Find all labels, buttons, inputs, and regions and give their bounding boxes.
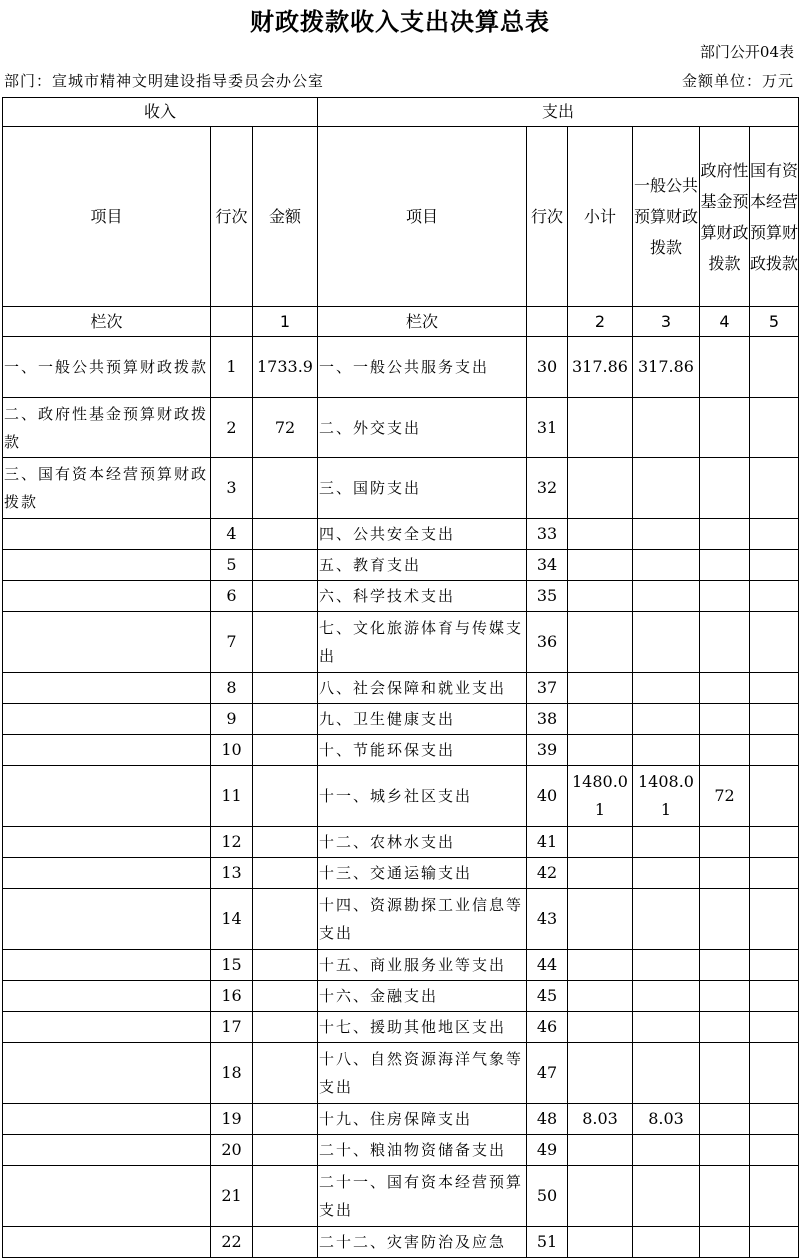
table-row — [3, 1043, 799, 1104]
state-capital-cell — [750, 827, 799, 858]
expense-item-cell: 三、国防支出 — [318, 458, 527, 519]
expense-item-cell: 一、一般公共服务支出 — [318, 337, 527, 398]
expense-rowno-cell: 34 — [527, 550, 568, 581]
gov-fund-cell — [700, 550, 750, 581]
gov-fund-cell — [700, 458, 750, 519]
table-row — [3, 673, 799, 704]
income-amount-cell — [253, 581, 318, 612]
gov-fund-cell — [700, 1104, 750, 1135]
income-rowno-cell: 16 — [211, 981, 253, 1012]
expense-rowno-cell: 51 — [527, 1227, 568, 1258]
general-budget-cell — [633, 950, 700, 981]
col-label-income: 栏次 — [3, 307, 211, 337]
gov-fund-cell — [700, 1166, 750, 1227]
subtotal-cell: 317.86 — [568, 337, 633, 398]
gov-fund-header: 政府性基金预算财政拨款 — [700, 127, 750, 307]
expense-rowno-cell: 39 — [527, 735, 568, 766]
general-budget-cell: 8.03 — [633, 1104, 700, 1135]
expense-item-cell: 十、节能环保支出 — [318, 735, 527, 766]
subtotal-cell — [568, 519, 633, 550]
col-label-expense: 栏次 — [318, 307, 527, 337]
expense-rowno-cell: 40 — [527, 766, 568, 827]
income-amount-cell — [253, 1043, 318, 1104]
income-amount-cell — [253, 1227, 318, 1258]
expense-item-cell: 十五、商业服务业等支出 — [318, 950, 527, 981]
table-row — [3, 612, 799, 673]
table-row — [3, 1166, 799, 1227]
income-item-header: 项目 — [3, 127, 211, 307]
income-item-cell: 三、国有资本经营预算财政拨款 — [3, 458, 211, 519]
table-row — [3, 1104, 799, 1135]
subtotal-cell — [568, 673, 633, 704]
gov-fund-cell — [700, 612, 750, 673]
form-number: 部门公开04表 — [699, 43, 794, 61]
income-rowno-cell: 13 — [211, 858, 253, 889]
income-amount-cell — [253, 1135, 318, 1166]
state-capital-cell — [750, 581, 799, 612]
income-rowno-cell: 22 — [211, 1227, 253, 1258]
income-amount-cell — [253, 735, 318, 766]
income-amount-cell — [253, 1012, 318, 1043]
budget-summary-table — [2, 97, 799, 1258]
expense-rowno-cell: 33 — [527, 519, 568, 550]
expense-rowno-cell: 35 — [527, 581, 568, 612]
table-row — [3, 1012, 799, 1043]
expense-item-cell: 二、外交支出 — [318, 398, 527, 458]
expense-item-header: 项目 — [318, 127, 527, 307]
state-capital-cell — [750, 550, 799, 581]
gov-fund-cell — [700, 981, 750, 1012]
expense-rowno-cell: 30 — [527, 337, 568, 398]
income-item-cell — [3, 1166, 211, 1227]
expense-item-cell: 五、教育支出 — [318, 550, 527, 581]
state-capital-cell — [750, 337, 799, 398]
income-amount-cell: 72 — [253, 398, 318, 458]
expense-item-cell: 九、卫生健康支出 — [318, 704, 527, 735]
subtotal-cell — [568, 1043, 633, 1104]
general-budget-cell — [633, 1043, 700, 1104]
expense-rowno-cell: 46 — [527, 1012, 568, 1043]
expense-rowno-header: 行次 — [527, 127, 568, 307]
income-item-cell — [3, 704, 211, 735]
income-item-cell — [3, 519, 211, 550]
subtotal-cell — [568, 1012, 633, 1043]
expense-item-cell: 十八、自然资源海洋气象等支出 — [318, 1043, 527, 1104]
subtotal-cell — [568, 1166, 633, 1227]
state-capital-cell — [750, 766, 799, 827]
gov-fund-cell — [700, 1135, 750, 1166]
state-capital-cell — [750, 1166, 799, 1227]
subtotal-cell — [568, 858, 633, 889]
income-item-cell — [3, 766, 211, 827]
table-row — [3, 981, 799, 1012]
expense-item-cell: 八、社会保障和就业支出 — [318, 673, 527, 704]
table-row — [3, 889, 799, 950]
expense-rowno-cell: 45 — [527, 981, 568, 1012]
gov-fund-cell — [700, 1043, 750, 1104]
expense-rowno-cell: 43 — [527, 889, 568, 950]
income-rowno-cell: 3 — [211, 458, 253, 519]
general-budget-header: 一般公共预算财政拨款 — [633, 127, 700, 307]
income-amount-cell — [253, 1166, 318, 1227]
table-row — [3, 704, 799, 735]
state-capital-cell — [750, 398, 799, 458]
gov-fund-cell — [700, 827, 750, 858]
state-capital-cell — [750, 950, 799, 981]
col-5: 5 — [750, 307, 799, 337]
income-rowno-cell: 1 — [211, 337, 253, 398]
col-empty — [527, 307, 568, 337]
gov-fund-cell — [700, 858, 750, 889]
income-rowno-cell: 15 — [211, 950, 253, 981]
expense-rowno-cell: 42 — [527, 858, 568, 889]
subtotal-cell — [568, 550, 633, 581]
table-row — [3, 950, 799, 981]
income-item-cell — [3, 858, 211, 889]
income-item-cell — [3, 1104, 211, 1135]
income-item-cell — [3, 581, 211, 612]
col-1: 1 — [253, 307, 318, 337]
general-budget-cell — [633, 827, 700, 858]
subtotal-cell — [568, 612, 633, 673]
income-item-cell — [3, 950, 211, 981]
income-amount-cell — [253, 827, 318, 858]
income-amount-cell — [253, 673, 318, 704]
income-item-cell — [3, 827, 211, 858]
income-rowno-cell: 6 — [211, 581, 253, 612]
table-row — [3, 550, 799, 581]
gov-fund-cell — [700, 581, 750, 612]
income-item-cell — [3, 1043, 211, 1104]
state-capital-cell — [750, 735, 799, 766]
expense-item-cell: 二十一、国有资本经营预算支出 — [318, 1166, 527, 1227]
general-budget-cell — [633, 398, 700, 458]
general-budget-cell: 1408.01 — [633, 766, 700, 827]
income-item-cell — [3, 889, 211, 950]
subtotal-cell — [568, 1135, 633, 1166]
income-item-cell: 二、政府性基金预算财政拨款 — [3, 398, 211, 458]
general-budget-cell — [633, 612, 700, 673]
state-capital-cell — [750, 1135, 799, 1166]
gov-fund-cell — [700, 337, 750, 398]
income-rowno-cell: 17 — [211, 1012, 253, 1043]
income-amount-cell — [253, 981, 318, 1012]
income-item-cell — [3, 735, 211, 766]
income-amount-cell — [253, 950, 318, 981]
expense-rowno-cell: 37 — [527, 673, 568, 704]
income-amount-cell — [253, 889, 318, 950]
income-rowno-cell: 9 — [211, 704, 253, 735]
income-item-cell — [3, 1227, 211, 1258]
subtotal-header: 小计 — [568, 127, 633, 307]
state-capital-cell — [750, 981, 799, 1012]
gov-fund-cell — [700, 398, 750, 458]
income-rowno-cell: 21 — [211, 1166, 253, 1227]
table-row — [3, 519, 799, 550]
expense-item-cell: 十三、交通运输支出 — [318, 858, 527, 889]
expense-rowno-cell: 47 — [527, 1043, 568, 1104]
income-rowno-cell: 2 — [211, 398, 253, 458]
expense-item-cell: 七、文化旅游体育与传媒支出 — [318, 612, 527, 673]
income-rowno-cell: 14 — [211, 889, 253, 950]
income-rowno-cell: 11 — [211, 766, 253, 827]
table-row — [3, 858, 799, 889]
state-capital-cell — [750, 1227, 799, 1258]
income-rowno-cell: 7 — [211, 612, 253, 673]
gov-fund-cell — [700, 673, 750, 704]
expense-rowno-cell: 50 — [527, 1166, 568, 1227]
income-rowno-cell: 5 — [211, 550, 253, 581]
income-amount-cell — [253, 458, 318, 519]
income-item-cell — [3, 673, 211, 704]
expense-item-cell: 十七、援助其他地区支出 — [318, 1012, 527, 1043]
state-capital-cell — [750, 519, 799, 550]
income-rowno-cell: 10 — [211, 735, 253, 766]
general-budget-cell — [633, 1227, 700, 1258]
expense-rowno-cell: 38 — [527, 704, 568, 735]
table-row — [3, 1135, 799, 1166]
gov-fund-cell: 72 — [700, 766, 750, 827]
income-item-cell — [3, 550, 211, 581]
expense-item-cell: 六、科学技术支出 — [318, 581, 527, 612]
expense-item-cell: 十四、资源勘探工业信息等支出 — [318, 889, 527, 950]
income-item-cell — [3, 1012, 211, 1043]
col-4: 4 — [700, 307, 750, 337]
general-budget-cell — [633, 519, 700, 550]
income-amount-header: 金额 — [253, 127, 318, 307]
income-amount-cell — [253, 612, 318, 673]
general-budget-cell — [633, 1166, 700, 1227]
general-budget-cell — [633, 550, 700, 581]
expense-item-cell: 四、公共安全支出 — [318, 519, 527, 550]
state-capital-cell — [750, 1012, 799, 1043]
subtotal-cell — [568, 950, 633, 981]
expense-item-cell: 二十二、灾害防治及应急 — [318, 1227, 527, 1258]
subtotal-cell — [568, 458, 633, 519]
expense-rowno-cell: 49 — [527, 1135, 568, 1166]
table-row — [3, 337, 799, 398]
general-budget-cell — [633, 889, 700, 950]
general-budget-cell — [633, 858, 700, 889]
income-amount-cell: 1733.9 — [253, 337, 318, 398]
table-row — [3, 766, 799, 827]
table-row — [3, 827, 799, 858]
subtotal-cell — [568, 827, 633, 858]
subtotal-cell — [568, 1227, 633, 1258]
report-title: 财政拨款收入支出决算总表 — [250, 8, 550, 36]
subtotal-cell — [568, 704, 633, 735]
col-3: 3 — [633, 307, 700, 337]
expense-rowno-cell: 41 — [527, 827, 568, 858]
income-item-cell — [3, 1135, 211, 1166]
expense-rowno-cell: 32 — [527, 458, 568, 519]
expense-rowno-cell: 44 — [527, 950, 568, 981]
income-rowno-header: 行次 — [211, 127, 253, 307]
department-label: 部门：宣城市精神文明建设指导委员会办公室 — [4, 72, 325, 90]
subtotal-cell — [568, 981, 633, 1012]
income-amount-cell — [253, 1104, 318, 1135]
income-rowno-cell: 8 — [211, 673, 253, 704]
general-budget-cell — [633, 458, 700, 519]
general-budget-cell — [633, 673, 700, 704]
table-row — [3, 735, 799, 766]
gov-fund-cell — [700, 889, 750, 950]
state-capital-cell — [750, 673, 799, 704]
income-amount-cell — [253, 550, 318, 581]
subtotal-cell — [568, 398, 633, 458]
gov-fund-cell — [700, 1227, 750, 1258]
income-header: 收入 — [3, 98, 318, 127]
gov-fund-cell — [700, 735, 750, 766]
subtotal-cell — [568, 889, 633, 950]
table-row — [3, 398, 799, 458]
general-budget-cell: 317.86 — [633, 337, 700, 398]
income-amount-cell — [253, 766, 318, 827]
income-amount-cell — [253, 519, 318, 550]
expense-header: 支出 — [318, 98, 799, 127]
state-capital-cell — [750, 612, 799, 673]
col-empty — [211, 307, 253, 337]
state-capital-cell — [750, 704, 799, 735]
expense-item-cell: 二十、粮油物资储备支出 — [318, 1135, 527, 1166]
income-rowno-cell: 18 — [211, 1043, 253, 1104]
income-item-cell — [3, 612, 211, 673]
table-row — [3, 1227, 799, 1258]
expense-rowno-cell: 36 — [527, 612, 568, 673]
expense-item-cell: 十九、住房保障支出 — [318, 1104, 527, 1135]
expense-rowno-cell: 48 — [527, 1104, 568, 1135]
general-budget-cell — [633, 1012, 700, 1043]
general-budget-cell — [633, 735, 700, 766]
subtotal-cell — [568, 581, 633, 612]
income-rowno-cell: 4 — [211, 519, 253, 550]
amount-unit-label: 金额单位：万元 — [681, 72, 794, 90]
state-capital-cell — [750, 858, 799, 889]
income-item-cell — [3, 981, 211, 1012]
subtotal-cell: 1480.01 — [568, 766, 633, 827]
state-capital-header: 国有资本经营预算财政拨款 — [750, 127, 799, 307]
state-capital-cell — [750, 458, 799, 519]
income-amount-cell — [253, 704, 318, 735]
col-2: 2 — [568, 307, 633, 337]
state-capital-cell — [750, 1104, 799, 1135]
table-row — [3, 581, 799, 612]
gov-fund-cell — [700, 519, 750, 550]
general-budget-cell — [633, 1135, 700, 1166]
subtotal-cell — [568, 735, 633, 766]
table-row — [3, 458, 799, 519]
expense-rowno-cell: 31 — [527, 398, 568, 458]
gov-fund-cell — [700, 704, 750, 735]
income-rowno-cell: 19 — [211, 1104, 253, 1135]
state-capital-cell — [750, 889, 799, 950]
income-rowno-cell: 12 — [211, 827, 253, 858]
expense-item-cell: 十一、城乡社区支出 — [318, 766, 527, 827]
income-item-cell: 一、一般公共预算财政拨款 — [3, 337, 211, 398]
gov-fund-cell — [700, 1012, 750, 1043]
general-budget-cell — [633, 581, 700, 612]
state-capital-cell — [750, 1043, 799, 1104]
expense-item-cell: 十六、金融支出 — [318, 981, 527, 1012]
income-rowno-cell: 20 — [211, 1135, 253, 1166]
subtotal-cell: 8.03 — [568, 1104, 633, 1135]
expense-item-cell: 十二、农林水支出 — [318, 827, 527, 858]
general-budget-cell — [633, 981, 700, 1012]
general-budget-cell — [633, 704, 700, 735]
gov-fund-cell — [700, 950, 750, 981]
income-amount-cell — [253, 858, 318, 889]
